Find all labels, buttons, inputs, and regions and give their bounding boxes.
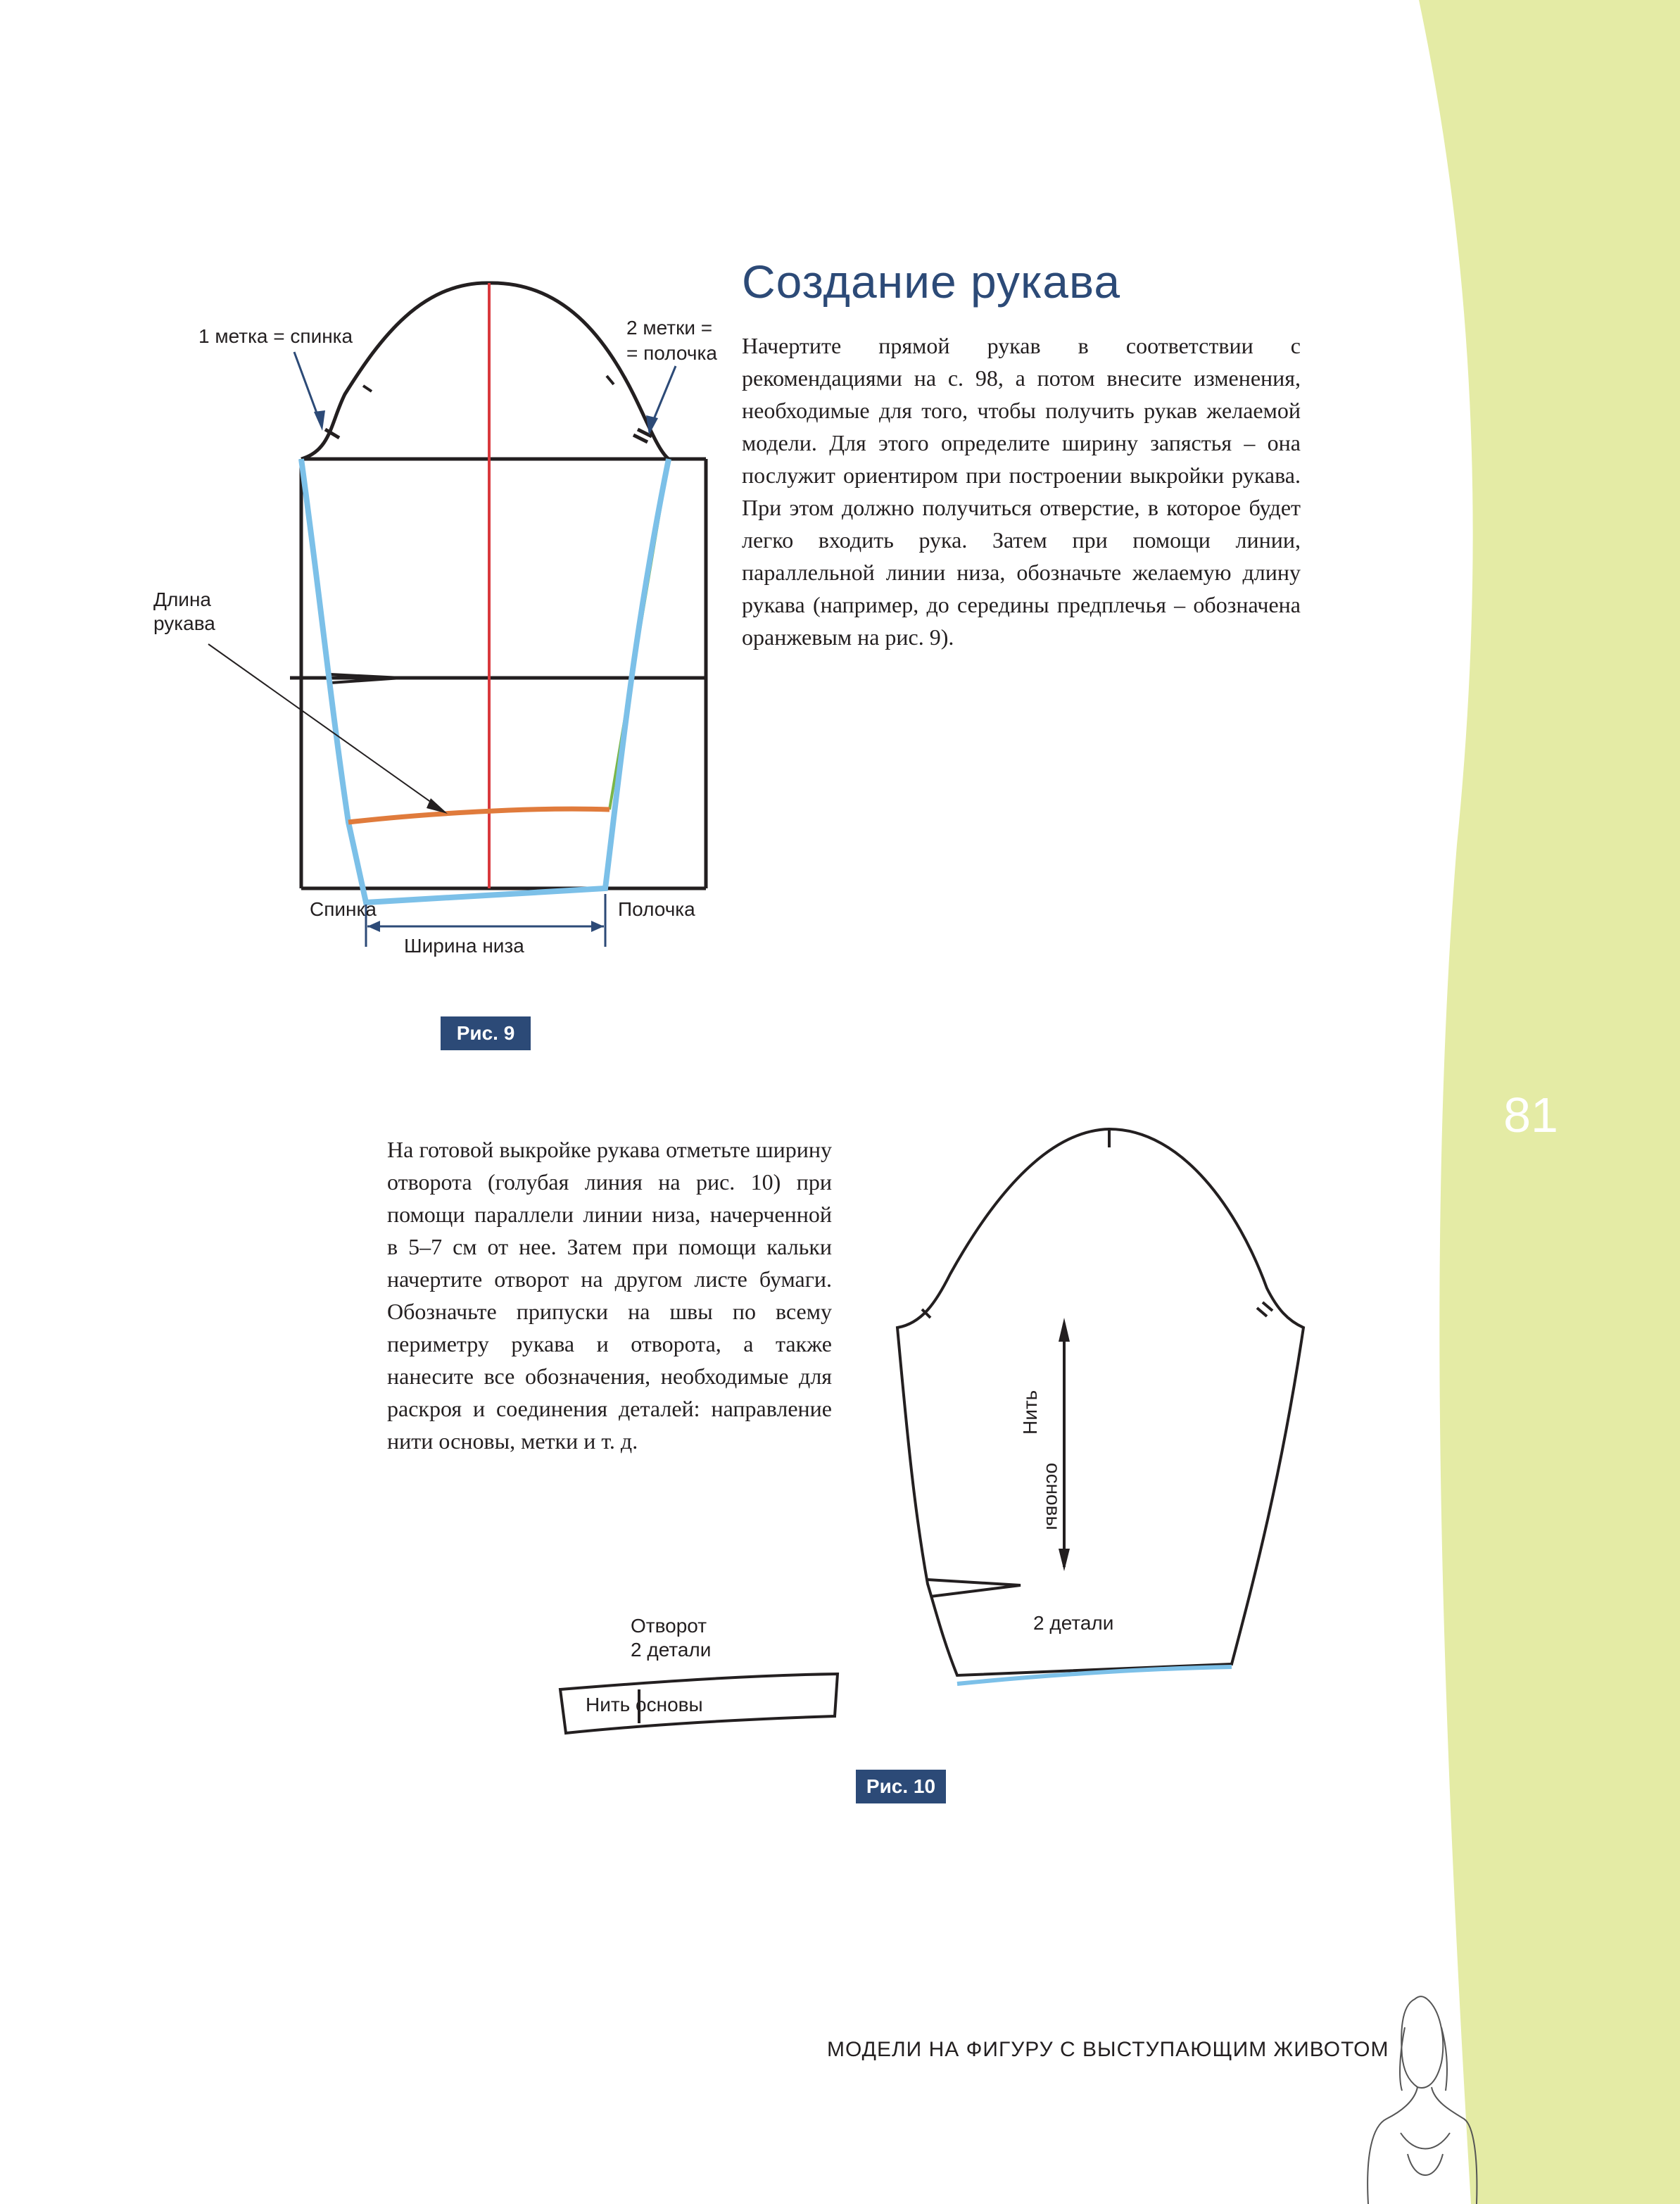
paragraph-intro: Начертите прямой рукав в соответствии с рекомендациями на с. 98, а потом внесите изменения, необходимые для того, чтобы получить рукав желаемой модели. Для этого определите ширину запястья – она послужит ориентиром при построении выкройки рукава. При этом должно получиться отверстие, в которое будет легко входить рука. Затем при помощи линии, параллельной линии низа, обозначьте желаемую длину рукава (например, до середины предплечья – обозначена оранжевым на рис. 9). [742,333,1301,650]
figure-10-caption: Рис. 10 [856,1770,946,1803]
section-title: Создание рукава [742,256,1121,308]
figure-sketch-illustration [1358,1985,1485,2204]
cuff-grain-label: Нить основы [586,1694,703,1715]
sleeve-parts-label: 2 детали [1033,1612,1114,1634]
label-length-2: рукава [153,612,215,634]
label-front-notch-1: 2 метки = [626,317,713,339]
grain-label-2: основы [1042,1463,1064,1530]
cuff-title-2: 2 детали [631,1639,712,1661]
figure-9-caption: Рис. 9 [441,1016,531,1050]
running-footer: МОДЕЛИ НА ФИГУРУ С ВЫСТУПАЮЩИМ ЖИВОТОМ [827,2038,1389,2061]
label-width: Ширина низа [404,935,524,957]
label-back-notch: 1 метка = спинка [198,325,353,347]
cuff-title-1: Отворот [631,1615,707,1637]
label-front-notch-2: = полочка [626,342,717,364]
label-back: Спинка [310,898,377,920]
page-number: 81 [1503,1088,1558,1142]
label-length-1: Длина [153,588,211,610]
paragraph-cuff: На готовой выкройке рукава отметьте ширину отворота (голубая линия на рис. 10) при помощи параллели линии низа, начерченной в 5–7 см от нее. Затем при помощи кальки начертите отворот на другом листе бумаги. Обозначьте припуски на швы по всему периметру рукава и отворота, а также нанесите все обозначения, необходимые для раскроя и соединения деталей: направление нити основы, метки и т. д. [387,1137,832,1454]
grain-label-1: Нить [1019,1390,1041,1435]
label-front: Полочка [618,898,695,920]
